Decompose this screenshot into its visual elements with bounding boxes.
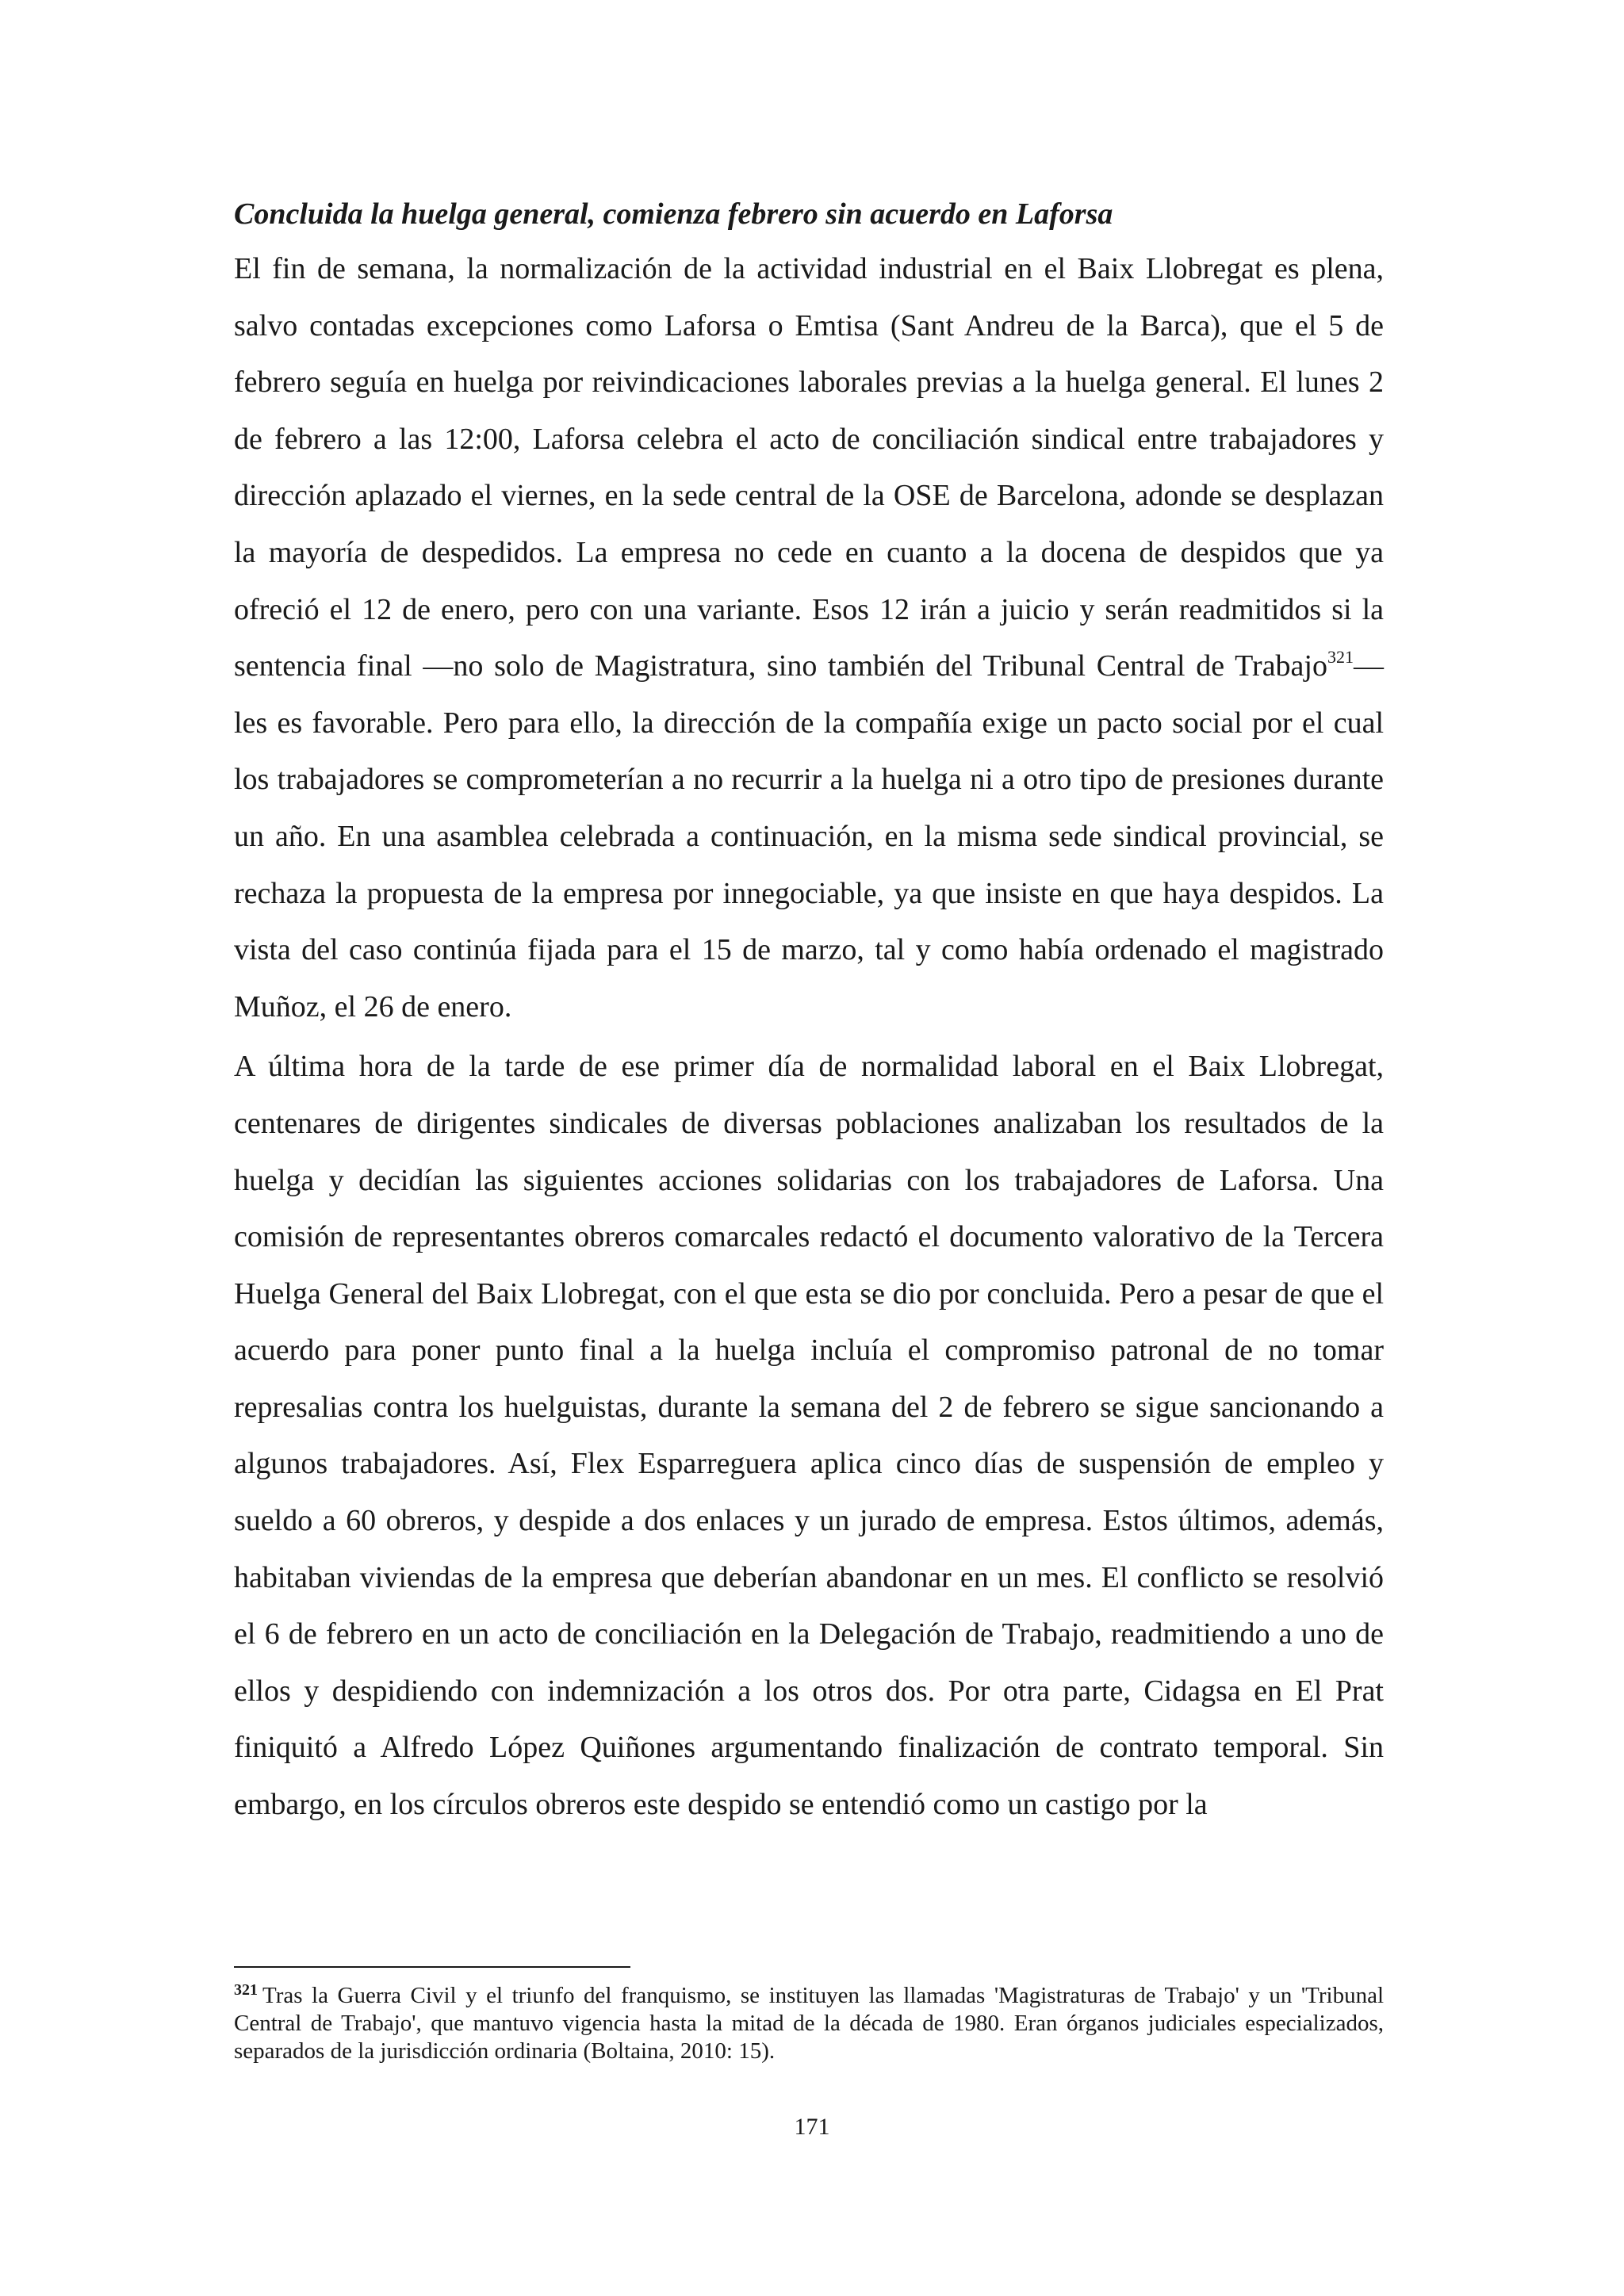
footnote-number: 321 [234, 1981, 258, 1999]
paragraph-1-part-2: — les es favorable. Pero para ello, la dirección de la compañía exige un pacto social por el cual los trabajadores se comprometerían a no recurrir a la huelga ni a otro tipo de presiones durante un año. En una asamblea celebrada a continuación, en la misma sede sindical provincial, se rechaza la propuesta de la empresa por innegociable, ya que insiste en que haya despidos. La vista del caso continúa fijada para el 15 de marzo, tal y como había ordenado el magistrado Muñoz, el 26 de enero. [234, 649, 1384, 1024]
footnote [234, 1982, 1384, 2065]
paragraph-1-part-1: El fin de semana, la normalización de la actividad industrial en el Baix Llobregat es plena, salvo contadas excepciones como Laforsa o Emtisa (Sant Andreu de la Barca), que el 5 de febrero seguía en huelga por reivindicaciones laborales previas a la huelga general. El lunes 2 de febrero a las 12:00, Laforsa celebra el acto de conciliación sindical entre trabajadores y dirección aplazado el viernes, en la sede central de la OSE de Barcelona, adonde se desplazan la mayoría de despedidos. La empresa no cede en cuanto a la docena de despidos que ya ofreció el 12 de enero, pero con una variante. Esos 12 irán a juicio y serán readmitidos si la sentencia final —no solo de Magistratura, sino también del Tribunal Central de Trabajo [234, 252, 1384, 683]
section-heading: Concluida la huelga general, comienza febrero sin acuerdo en Laforsa [234, 197, 1113, 231]
footnote-text: Tras la Guerra Civil y el triunfo del franquismo, se instituyen las llamadas 'Magistraturas de Trabajo' y un 'Tribunal Central de Trabajo', que mantuvo vigencia hasta la mitad de la década de 1980. Eran órganos judiciales especializados, separados de la jurisdicción ordinaria (Boltaina, 2010: 15). [234, 1983, 1384, 2064]
footnote-reference[interactable]: 321 [1327, 647, 1354, 668]
footnote-separator [234, 1966, 630, 1968]
page-number: 171 [794, 2114, 830, 2140]
paragraph-1 [234, 241, 1384, 1035]
paragraph-2: A última hora de la tarde de ese primer día de normalidad laboral en el Baix Llobregat, centenares de dirigentes sindicales de diversas poblaciones analizaban los resultados de la huelga y decidían las siguientes acciones solidarias con los trabajadores de Laforsa. Una comisión de representantes obreros comarcales redactó el documento valorativo de la Tercera Huelga General del Baix Llobregat, con el que esta se dio por concluida. Pero a pesar de que el acuerdo para poner punto final a la huelga incluía el compromiso patronal de no tomar represalias contra los huelguistas, durante la semana del 2 de febrero se sigue sancionando a algunos trabajadores. Así, Flex Esparreguera aplica cinco días de suspensión de empleo y sueldo a 60 obreros, y despide a dos enlaces y un jurado de empresa. Estos últimos, además, habitaban viviendas de la empresa que deberían abandonar en un mes. El conflicto se resolvió el 6 de febrero en un acto de conciliación en la Delegación de Trabajo, readmitiendo a uno de ellos y despidiendo con indemnización a los otros dos. Por otra parte, Cidagsa en El Prat finiquitó a Alfredo López Quiñones argumentando finalización de contrato temporal. Sin embargo, en los círculos obreros este despido se entendió como un castigo por la [234, 1050, 1384, 1822]
page-body [234, 190, 1384, 1837]
